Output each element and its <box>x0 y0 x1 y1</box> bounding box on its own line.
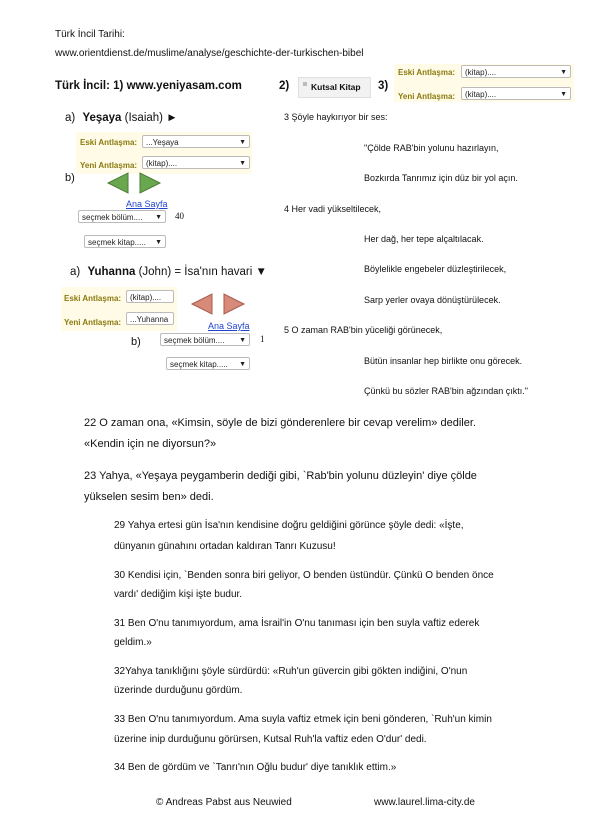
yeni-antlasma-label: Yeni Antlaşma: <box>398 92 456 101</box>
eski-antlasma-select[interactable] <box>461 65 571 78</box>
ana-sayfa-link[interactable]: Ana Sayfa <box>126 199 168 209</box>
yeni-antlasma-label: Yeni Antlaşma: <box>80 161 138 170</box>
isaiah-line: Her dağ, her tepe alçaltılacak. <box>364 234 484 244</box>
kitap-value: seçmek kitap..... <box>170 360 228 369</box>
chevron-down-icon: ▼ <box>155 239 162 246</box>
eski-antlasma-label: Eski Antlaşma: <box>398 68 456 77</box>
isaiah-line: 5 O zaman RAB'bin yüceliği görünecek, <box>284 325 443 335</box>
eski-value: (kitap).... <box>130 293 162 302</box>
option-3-number: 3) <box>378 80 389 92</box>
nav-arrows <box>190 293 246 315</box>
doc-title: Türk İncil Tarihi: <box>55 29 125 40</box>
john-verse-line: üzerinde durduğunu gördüm. <box>114 685 243 696</box>
john-verse-line: 29 Yahya ertesi gün İsa'nın kendisine doğru geldiğini görünce şöyle dedi: «İşte, <box>114 520 464 531</box>
yesaya-heading <box>65 112 178 124</box>
nav-arrows <box>106 172 162 194</box>
john-line: yükselen sesim ben» dedi. <box>84 491 214 503</box>
john-verse-line: geldim.» <box>114 637 152 648</box>
footer-website: www.laurel.lima-city.de <box>374 797 475 808</box>
previous-arrow-icon[interactable] <box>108 173 128 193</box>
eski-value: ...Yeşaya <box>146 138 179 147</box>
marker-b: b) <box>65 172 75 184</box>
chevron-down-icon: ▼ <box>560 69 567 76</box>
bullet-icon <box>303 82 307 86</box>
turk-incil-label: Türk İncil: 1) www.yeniyasam.com <box>55 80 242 92</box>
chevron-down-icon: ▼ <box>239 361 246 368</box>
chevron-down-icon: ▼ <box>560 91 567 98</box>
next-arrow-icon[interactable] <box>140 173 160 193</box>
chevron-down-icon: ▼ <box>155 214 162 221</box>
john-verse-line: 31 Ben O'nu tanımıyordum, ama İsrail'in O'nu tanıması için ben suyla vaftiz ederek <box>114 618 480 629</box>
arrow-down-icon: ▼ <box>255 266 267 278</box>
john-verse-line: vardı' dediğim kişi işte budur. <box>114 589 243 600</box>
marker-b: b) <box>131 336 141 348</box>
john-line: 22 O zaman ona, «Kimsin, söyle de bizi gönderenlere bir cevap verelim» dediler. <box>84 417 476 429</box>
ana-sayfa-link[interactable]: Ana Sayfa <box>208 321 250 331</box>
option-2-number: 2) <box>279 80 290 92</box>
yeni-antlasma-select[interactable] <box>126 312 174 325</box>
secmek-bolum-select[interactable] <box>160 333 250 346</box>
john-line: 23 Yahya, «Yeşaya peygamberin dediği gibi, `Rab'bin yolunu düzleyin' diye çölde <box>84 470 477 482</box>
yeni-antlasma-label: Yeni Antlaşma: <box>64 318 122 327</box>
john-verse-line: 32Yahya tanıklığını şöyle sürdürdü: «Ruh'un güvercin gibi gökten indiğini, O'nun <box>114 666 468 677</box>
book-latin: (Isaiah) <box>124 112 164 124</box>
arrow-right-icon: ► <box>166 112 178 124</box>
yeni-value: ...Yuhanna <box>130 315 169 324</box>
yeni-antlasma-select[interactable] <box>461 87 571 100</box>
secmek-kitap-select[interactable] <box>84 235 166 248</box>
eski-antlasma-select[interactable] <box>126 290 174 303</box>
bolum-value: seçmek bölüm.... <box>164 336 225 345</box>
book-name: Yeşaya <box>82 112 122 124</box>
isaiah-line: 4 Her vadi yükseltilecek, <box>284 204 382 214</box>
marker-a: a) <box>70 266 81 278</box>
yeni-antlasma-select[interactable] <box>142 156 250 169</box>
secmek-bolum-select[interactable] <box>78 210 166 223</box>
john-verse-line: 33 Ben O'nu tanımıyordum. Ama suyla vaftiz etmek için beni gönderen, `Ruh'un kimin <box>114 714 492 725</box>
kitap-value: seçmek kitap..... <box>88 238 146 247</box>
isaiah-line: Çünkü bu sözler RAB'bin ağzından çıktı." <box>364 386 528 396</box>
chapter-number: 1 <box>260 334 265 344</box>
marker-a: a) <box>65 112 76 124</box>
next-arrow-icon[interactable] <box>224 294 244 314</box>
book-name: Yuhanna <box>87 266 136 278</box>
isaiah-line: Bozkırda Tanrımız için düz bir yol açın. <box>364 173 518 183</box>
chevron-down-icon: ▼ <box>239 139 246 146</box>
book-latin: (John) = İsa'nın havari <box>138 266 253 278</box>
john-verse-line: dünyanın günahını ortadan kaldıran Tanrı Kuzusu! <box>114 541 336 552</box>
isaiah-line: Bütün insanlar hep birlikte onu görecek. <box>364 356 523 366</box>
chapter-number: 40 <box>175 211 184 221</box>
yeni-value: (kitap).... <box>146 159 178 168</box>
eski-value: (kitap).... <box>465 68 497 77</box>
eski-antlasma-label: Eski Antlaşma: <box>64 294 122 303</box>
bolum-value: seçmek bölüm.... <box>82 213 143 222</box>
previous-arrow-icon[interactable] <box>192 294 212 314</box>
footer-author: © Andreas Pabst aus Neuwied <box>156 797 292 808</box>
isaiah-line: "Çölde RAB'bin yolunu hazırlayın, <box>364 143 499 153</box>
kutsal-kitap-label: Kutsal Kitap <box>311 82 361 92</box>
yuhanna-heading <box>70 266 267 278</box>
john-line: «Kendin için ne diyorsun?» <box>84 438 217 450</box>
secmek-kitap-select[interactable] <box>166 357 250 370</box>
yeni-value: (kitap).... <box>465 90 497 99</box>
chevron-down-icon: ▼ <box>239 337 246 344</box>
john-verse-line: 34 Ben de gördüm ve `Tanrı'nın Oğlu budur' diye tanıklık ettim.» <box>114 762 397 773</box>
john-verse-line: üzerine inip durduğunu görürsen, Kutsal Ruh'la vaftiz eden O'dur' dedi. <box>114 734 427 745</box>
kutsal-kitap-button[interactable] <box>298 77 371 98</box>
source-url: www.orientdienst.de/muslime/analyse/geschichte-der-turkischen-bibel <box>55 48 364 59</box>
john-verse-line: 30 Kendisi için, `Benden sonra biri geliyor, O benden üstündür. Çünkü O benden önce <box>114 570 494 581</box>
isaiah-line: Böylelikle engebeler düzleştirilecek, <box>364 264 507 274</box>
isaiah-line: Sarp yerler ovaya dönüştürülecek. <box>364 295 501 305</box>
eski-antlasma-label: Eski Antlaşma: <box>80 138 138 147</box>
chevron-down-icon: ▼ <box>239 160 246 167</box>
isaiah-line: 3 Şöyle haykırıyor bir ses: <box>284 112 388 122</box>
eski-antlasma-select[interactable] <box>142 135 250 148</box>
